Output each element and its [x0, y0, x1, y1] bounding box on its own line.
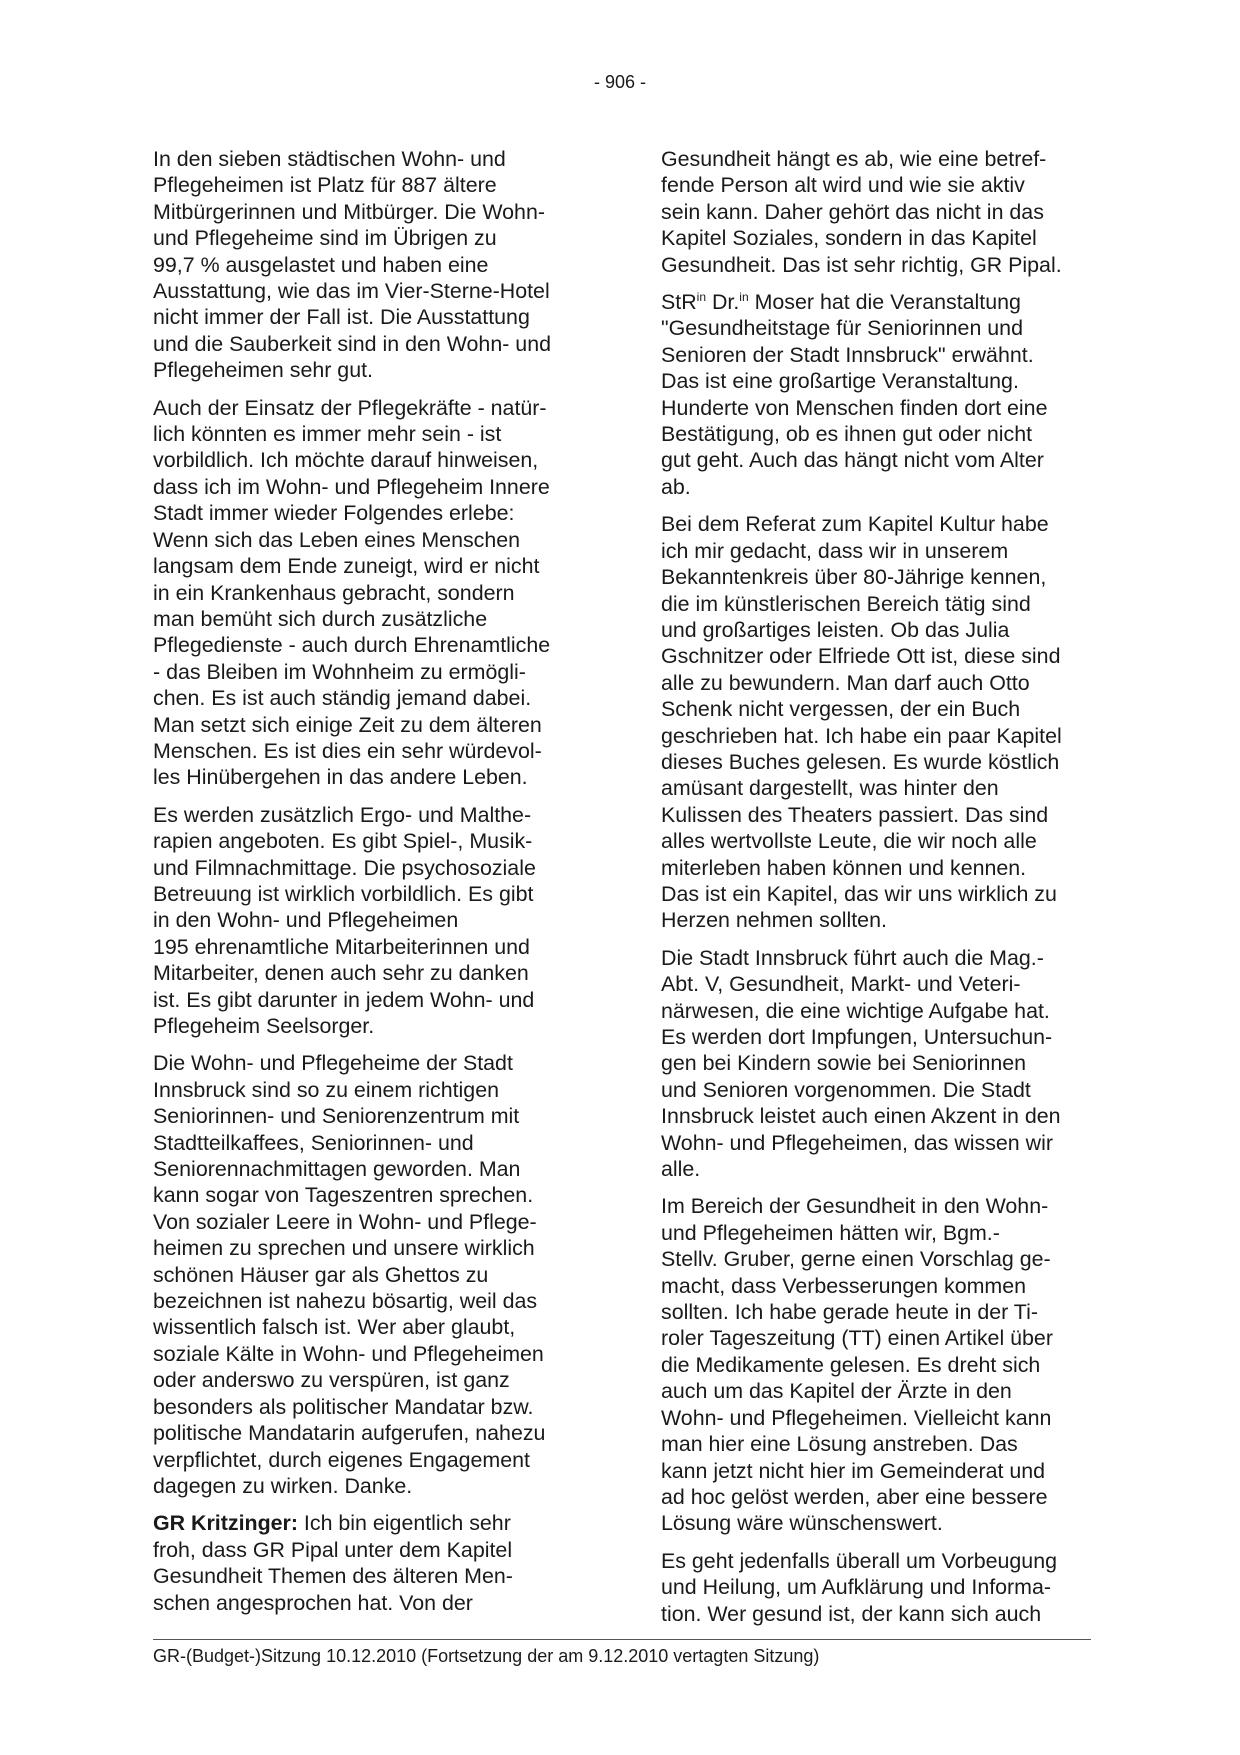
text-line: und großartiges leisten. Ob das Julia	[661, 617, 1010, 642]
paragraph	[153, 146, 593, 384]
text-line: sollten. Ich habe gerade heute in der Ti-	[661, 1300, 1038, 1325]
text-line: macht, dass Verbesserungen kommen	[661, 1273, 1027, 1298]
footer-divider	[153, 1639, 1091, 1640]
text-line: Bekanntenkreis über 80-Jährige kennen,	[661, 565, 1047, 590]
text-line: ab.	[661, 474, 691, 499]
left-column	[153, 146, 593, 1627]
text-line: und Heilung, um Aufklärung und Informa-	[661, 1575, 1052, 1600]
text-line: Herzen nehmen sollten.	[661, 908, 887, 933]
paragraph	[661, 945, 1101, 1183]
text-line: Kapitel Soziales, sondern in das Kapitel	[661, 226, 1037, 251]
title-str-suffix: in	[696, 289, 707, 304]
text-line: Gesundheit. Das ist sehr richtig, GR Pipal.	[661, 252, 1062, 277]
text-line: die im künstlerischen Bereich tätig sind	[661, 591, 1031, 616]
text-line: Auch der Einsatz der Pflegekräfte - natür-	[153, 395, 547, 420]
text-line: rapien angeboten. Es gibt Spiel-, Musik-	[153, 829, 533, 854]
speech-start: Ich bin eigentlich sehr	[297, 1511, 511, 1536]
text-line: froh, dass GR Pipal unter dem Kapitel	[153, 1537, 513, 1562]
text-line: kann sogar von Tageszentren sprechen.	[153, 1183, 534, 1208]
text-line: Pflegeheimen sehr gut.	[153, 358, 373, 383]
speaker-name: GR Kritzinger:	[153, 1511, 298, 1536]
text-line: dieses Buches gelesen. Es wurde köstlich	[661, 749, 1060, 774]
text-line: heimen zu sprechen und unsere wirklich	[153, 1236, 535, 1261]
paragraph	[661, 1548, 1101, 1627]
text-line: politische Mandatarin aufgerufen, nahezu	[153, 1421, 546, 1446]
text-line: dass ich im Wohn- und Pflegeheim Innere	[153, 474, 550, 499]
text-line: wissentlich falsch ist. Wer aber glaubt,	[153, 1315, 516, 1340]
text-line: roler Tageszeitung (TT) einen Artikel über	[661, 1326, 1053, 1351]
text-line: Gschnitzer oder Elfriede Ott ist, diese sind	[661, 644, 1061, 669]
paragraph	[153, 395, 593, 791]
text-line: geschrieben hat. Ich habe ein paar Kapitel	[661, 723, 1062, 748]
text-line: Senioren der Stadt Innsbruck" erwähnt.	[661, 342, 1034, 367]
title-dr: Dr.	[706, 290, 740, 315]
paragraph	[153, 1510, 593, 1616]
text-line: man bemüht sich durch zusätzliche	[153, 606, 488, 631]
text-line: Innsbruck leistet auch einen Akzent in den	[661, 1104, 1061, 1129]
text-line: Wenn sich das Leben eines Menschen	[153, 527, 521, 552]
text-line: Schenk nicht vergessen, der ein Buch	[661, 697, 1021, 722]
text-line: Betreuung ist wirklich vorbildlich. Es gibt	[153, 881, 534, 906]
text-line: in ein Krankenhaus gebracht, sondern	[153, 580, 515, 605]
text-line: Lösung wäre wünschenswert.	[661, 1511, 943, 1536]
text-line: und Pflegeheime sind im Übrigen zu	[153, 226, 497, 251]
text-line: Hunderte von Menschen finden dort eine	[661, 395, 1048, 420]
text-line: alle zu bewundern. Man darf auch Otto	[661, 670, 1030, 695]
text-line: sein kann. Daher gehört das nicht in das	[661, 199, 1044, 224]
text-line: die Medikamente gelesen. Es dreht sich	[661, 1352, 1041, 1377]
text-line: 99,7 % ausgelastet und haben eine	[153, 252, 489, 277]
text-line: Bei dem Referat zum Kapitel Kultur habe	[661, 512, 1049, 537]
text-line: Gesundheit Themen des älteren Men-	[153, 1564, 513, 1589]
text-line: Kulissen des Theaters passiert. Das sind	[661, 802, 1049, 827]
text-line: alles wertvollste Leute, die wir noch alle	[661, 829, 1037, 854]
title-str: StR	[661, 290, 697, 315]
paragraph	[153, 1050, 593, 1499]
text-line: alle.	[661, 1157, 701, 1182]
text-line: Es geht jedenfalls überall um Vorbeugung	[661, 1548, 1057, 1573]
text-line: Bestätigung, ob es ihnen gut oder nicht	[661, 422, 1033, 447]
text-line: auch um das Kapitel der Ärzte in den	[661, 1379, 1012, 1404]
text-line: Im Bereich der Gesundheit in den Wohn-	[661, 1194, 1049, 1219]
text-line: und Filmnachmittage. Die psychosoziale	[153, 855, 536, 880]
text-line: Pflegeheim Seelsorger.	[153, 1014, 375, 1038]
text-line: gen bei Kindern sowie bei Seniorinnen	[661, 1051, 1027, 1076]
text-line: und die Sauberkeit sind in den Wohn- und	[153, 331, 551, 356]
text-line: chen. Es ist auch ständig jemand dabei.	[153, 686, 532, 711]
text-line: tion. Wer gesund ist, der kann sich auch	[661, 1601, 1042, 1626]
text-line: in den Wohn- und Pflegeheimen	[153, 908, 459, 933]
text-line: Mitarbeiter, denen auch sehr zu danken	[153, 961, 529, 986]
text-line: "Gesundheitstage für Seniorinnen und	[661, 316, 1023, 341]
text-line: ist. Es gibt darunter in jedem Wohn- und	[153, 987, 535, 1012]
title-dr-suffix: in	[739, 289, 749, 304]
text-line: Von sozialer Leere in Wohn- und Pflege-	[153, 1209, 537, 1234]
text-line: Stadt immer wieder Folgendes erlebe:	[153, 501, 515, 526]
text-line: Wohn- und Pflegeheimen, das wissen wir	[661, 1130, 1053, 1155]
line-rest: Moser hat die Veranstaltung	[748, 290, 1021, 315]
text-line: besonders als politischer Mandatar bzw.	[153, 1394, 534, 1419]
text-line: Stellv. Gruber, gerne einen Vorschlag ge-	[661, 1247, 1051, 1272]
text-line: lich könnten es immer mehr sein - ist	[153, 422, 502, 447]
paragraph	[153, 802, 593, 1040]
text-line: und Pflegeheimen hätten wir, Bgm.-	[661, 1220, 1000, 1245]
text-line	[661, 289, 1101, 315]
text-line: Die Stadt Innsbruck führt auch die Mag.-	[661, 945, 1044, 970]
text-line: ad hoc gelöst werden, aber eine bessere	[661, 1484, 1048, 1509]
text-line: Ausstattung, wie das im Vier-Sterne-Hotel	[153, 279, 550, 304]
page-number: - 906 -	[593, 72, 647, 92]
right-column	[661, 146, 1101, 1638]
text-line: Es werden dort Impfungen, Untersuchun-	[661, 1025, 1053, 1049]
text-line: gut geht. Auch das hängt nicht vom Alter	[661, 448, 1044, 473]
text-line: schen angesprochen hat. Von der	[153, 1590, 473, 1615]
text-line: vorbildlich. Ich möchte darauf hinweisen,	[153, 448, 539, 473]
text-line: fende Person alt wird und wie sie aktiv	[661, 173, 1025, 198]
text-line: Abt. V, Gesundheit, Markt- und Veteri-	[661, 972, 1021, 997]
text-line: dagegen zu wirken. Danke.	[153, 1473, 413, 1498]
text-line: oder anderswo zu verspüren, ist ganz	[153, 1368, 510, 1393]
text-line	[153, 1510, 593, 1536]
text-line: Gesundheit hängt es ab, wie eine betref-	[661, 147, 1047, 171]
text-line: kann jetzt nicht hier im Gemeinderat und	[661, 1458, 1046, 1483]
text-line: nicht immer der Fall ist. Die Ausstattung	[153, 305, 530, 330]
text-line: Innsbruck sind so zu einem richtigen	[153, 1077, 499, 1102]
text-line: Mitbürgerinnen und Mitbürger. Die Wohn-	[153, 199, 545, 224]
text-line: langsam dem Ende zuneigt, wird er nicht	[153, 554, 540, 579]
text-line: Seniorinnen- und Seniorenzentrum mit	[153, 1104, 520, 1129]
text-line: Pflegedienste - auch durch Ehrenamtliche	[153, 633, 551, 658]
text-line: Es werden zusätzlich Ergo- und Malthe-	[153, 802, 532, 827]
text-line: Man setzt sich einige Zeit zu dem älteren	[153, 712, 542, 737]
text-line: Wohn- und Pflegeheimen. Vielleicht kann	[661, 1405, 1052, 1430]
text-line: Das ist ein Kapitel, das wir uns wirklich zu	[661, 881, 1057, 906]
paragraph	[661, 146, 1101, 278]
text-line: - das Bleiben im Wohnheim zu ermögli-	[153, 659, 526, 684]
text-line: amüsant dargestellt, was hinter den	[661, 776, 999, 801]
paragraph	[661, 511, 1101, 934]
text-line: ich mir gedacht, dass wir in unserem	[661, 538, 1009, 563]
text-line: soziale Kälte in Wohn- und Pflegeheimen	[153, 1341, 544, 1366]
text-line: man hier eine Lösung anstreben. Das	[661, 1432, 1018, 1457]
text-line: In den sieben städtischen Wohn- und	[153, 147, 506, 171]
text-line: Seniorennachmittagen geworden. Man	[153, 1157, 521, 1182]
text-line: les Hinübergehen in das andere Leben.	[153, 765, 528, 790]
text-line: schönen Häuser gar als Ghettos zu	[153, 1262, 489, 1287]
text-line: Pflegeheimen ist Platz für 887 ältere	[153, 173, 497, 198]
text-line: närwesen, die eine wichtige Aufgabe hat.	[661, 998, 1050, 1023]
text-line: miterleben haben können und kennen.	[661, 855, 1027, 880]
text-line: Die Wohn- und Pflegeheime der Stadt	[153, 1051, 513, 1076]
text-line: bezeichnen ist nahezu bösartig, weil das	[153, 1289, 538, 1314]
paragraph	[661, 1193, 1101, 1536]
text-line: Menschen. Es ist dies ein sehr würdevol-	[153, 738, 542, 763]
text-line: Das ist eine großartige Veranstaltung.	[661, 369, 1019, 394]
paragraph	[661, 289, 1101, 500]
text-line: 195 ehrenamtliche Mitarbeiterinnen und	[153, 934, 530, 959]
text-line: und Senioren vorgenommen. Die Stadt	[661, 1077, 1031, 1102]
text-line: Stadtteilkaffees, Seniorinnen- und	[153, 1130, 474, 1155]
text-line: verpflichtet, durch eigenes Engagement	[153, 1447, 530, 1472]
footer-text: GR-(Budget-)Sitzung 10.12.2010 (Fortsetzung der am 9.12.2010 vertagten Sitzung)	[153, 1646, 820, 1666]
